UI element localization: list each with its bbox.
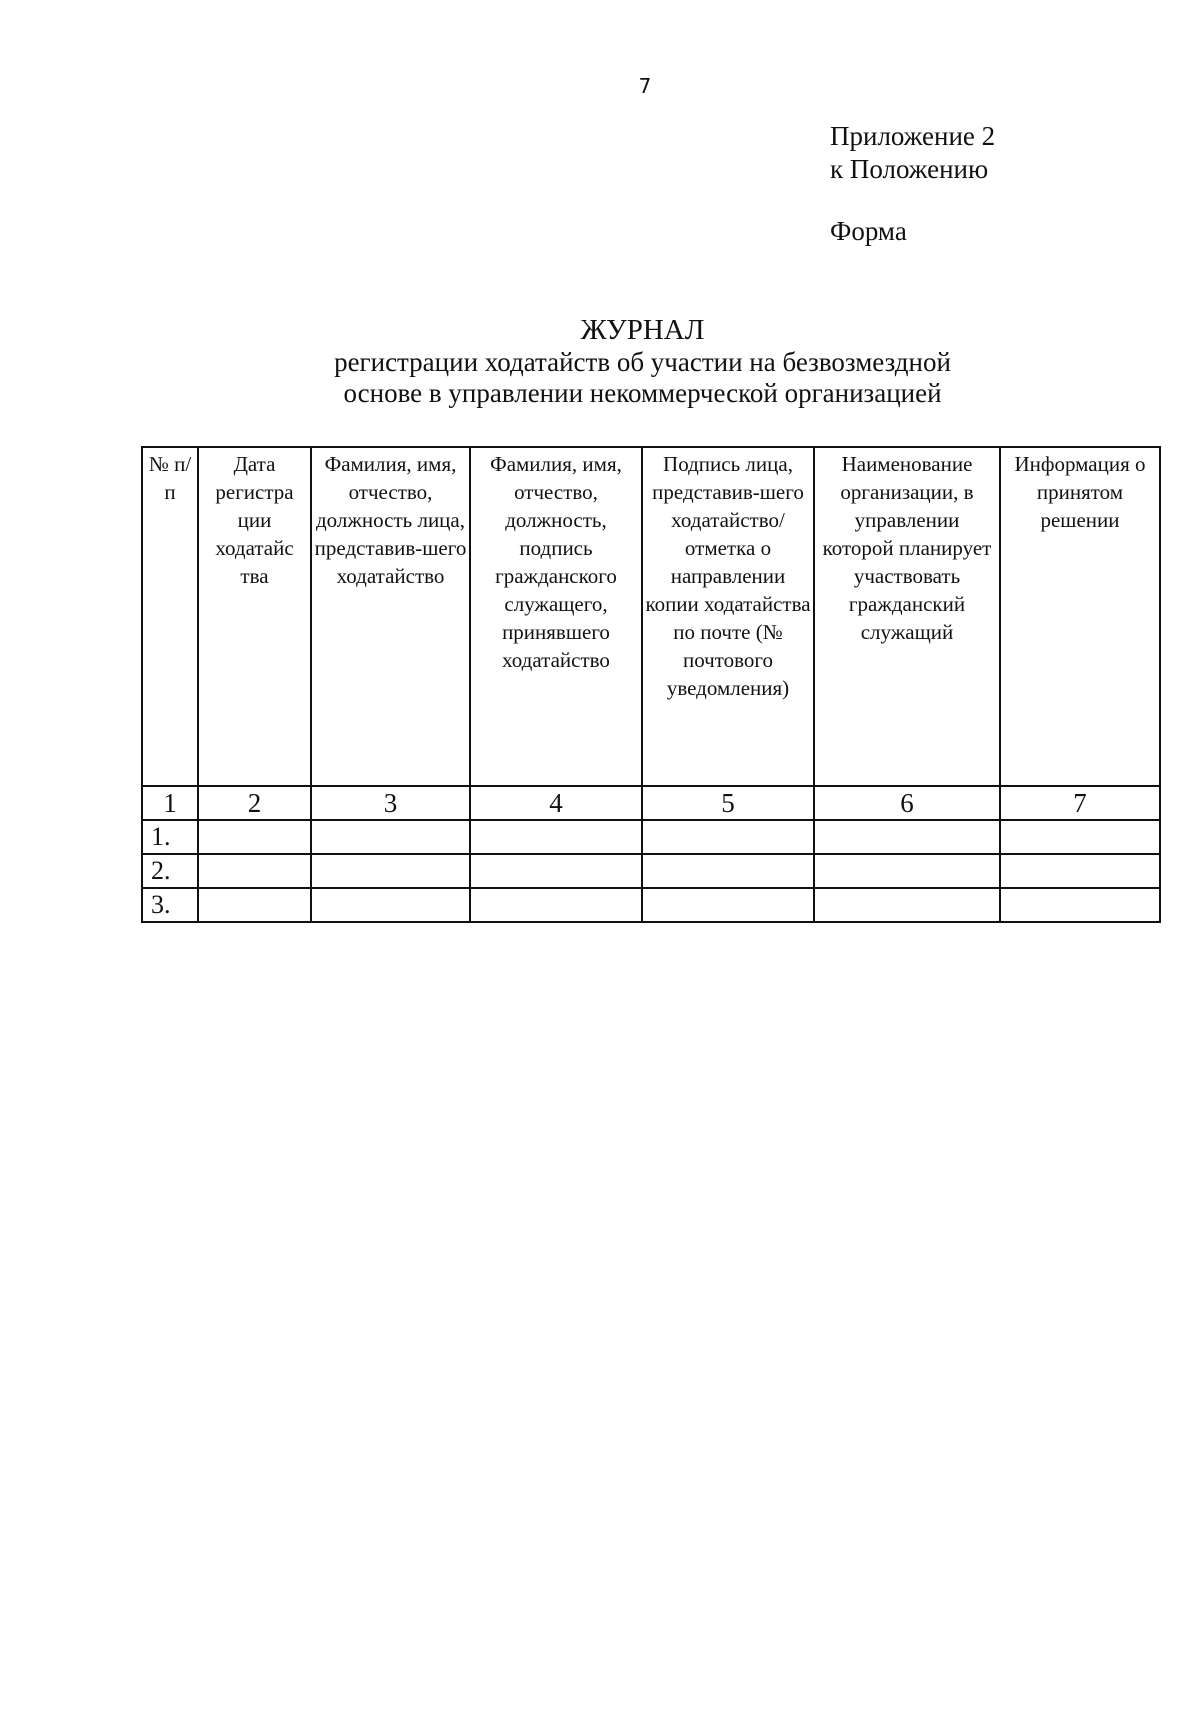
row-number: 2.	[142, 854, 198, 888]
table-cell[interactable]	[311, 888, 470, 922]
row-number: 3.	[142, 888, 198, 922]
column-number: 4	[470, 786, 642, 820]
journal-table	[141, 446, 1161, 923]
document-title: ЖУРНАЛ	[580, 314, 705, 346]
table-cell[interactable]	[470, 820, 642, 854]
header-registration-date: Дата регистра ции ходатайс тва	[198, 447, 311, 786]
table-cell[interactable]	[814, 854, 1000, 888]
document-subtitle-line-2: основе в управлении некоммерческой организацией	[343, 378, 942, 408]
header-applicant-signature: Подпись лица, представив-шего ходатайство/ отметка о направлении копии ходатайства по почте (№ почтового уведомления)	[642, 447, 814, 786]
table-cell[interactable]	[1000, 854, 1160, 888]
column-number: 5	[642, 786, 814, 820]
table-cell[interactable]	[1000, 888, 1160, 922]
table-cell[interactable]	[470, 888, 642, 922]
header-applicant-name: Фамилия, имя, отчество, должность лица, представив-шего ходатайство	[311, 447, 470, 786]
form-label: Форма	[830, 216, 907, 246]
table-row	[142, 820, 1160, 854]
header-organization-name: Наименование организации, в управлении которой планирует участвовать гражданский служащий	[814, 447, 1000, 786]
table-cell[interactable]	[311, 820, 470, 854]
row-number: 1.	[142, 820, 198, 854]
column-number: 1	[142, 786, 198, 820]
appendix-line-1: Приложение 2	[830, 121, 996, 151]
table-cell[interactable]	[642, 820, 814, 854]
table-header-row	[142, 447, 1160, 786]
header-receiver-name: Фамилия, имя, отчество, должность, подпись гражданского служащего, принявшего ходатайство	[470, 447, 642, 786]
table-cell[interactable]	[642, 888, 814, 922]
title-block	[140, 313, 1145, 409]
appendix-line-2: к Положению	[830, 154, 989, 184]
table-row	[142, 854, 1160, 888]
table-cell[interactable]	[1000, 820, 1160, 854]
column-number-row	[142, 786, 1160, 820]
page-number: 7	[638, 74, 652, 98]
table-cell[interactable]	[814, 820, 1000, 854]
table-cell[interactable]	[814, 888, 1000, 922]
column-number: 3	[311, 786, 470, 820]
header-number: № п/п	[142, 447, 198, 786]
column-number: 6	[814, 786, 1000, 820]
table-cell[interactable]	[311, 854, 470, 888]
table-cell[interactable]	[198, 854, 311, 888]
table-cell[interactable]	[642, 854, 814, 888]
table-cell[interactable]	[198, 820, 311, 854]
column-number: 2	[198, 786, 311, 820]
document-subtitle-line-1: регистрации ходатайств об участии на безвозмездной	[334, 347, 951, 377]
column-number: 7	[1000, 786, 1160, 820]
appendix-label	[830, 120, 995, 186]
header-decision-info: Информация о принятом решении	[1000, 447, 1160, 786]
table-row	[142, 888, 1160, 922]
table-cell[interactable]	[198, 888, 311, 922]
table-cell[interactable]	[470, 854, 642, 888]
